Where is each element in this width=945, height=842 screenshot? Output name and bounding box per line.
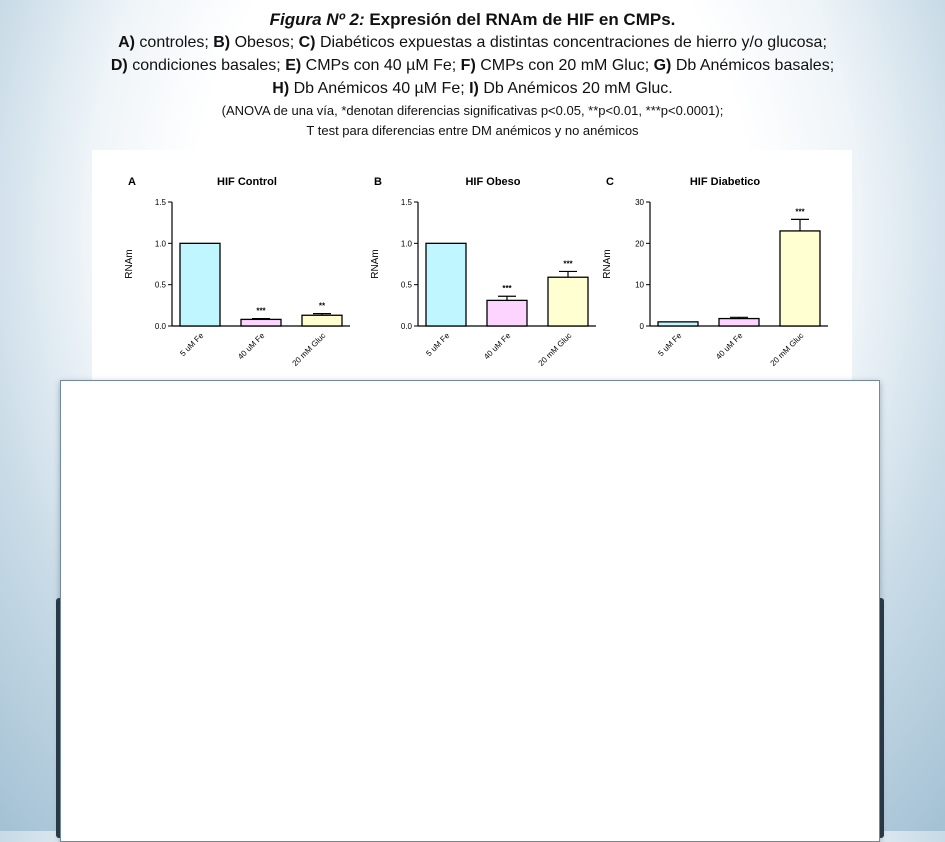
panel-a-letter: A [128,176,136,188]
caption-text-e: CMPs con 40 µM Fe; [301,57,461,74]
panel-c-ylabel: RNAm [602,249,613,279]
panel-c-significance-3: *** [795,207,805,217]
panel-c-xtick-label-2: 40 uM Fe [714,331,745,362]
figure-caption [0,8,945,140]
caption-text-c: Diabéticos expuestas a distintas concentraciones de hierro y/o glucosa; [315,34,827,51]
panel-c-xtick-label-1: 5 uM Fe [656,331,684,359]
caption-text-b: Obesos; [230,34,299,51]
caption-text-d: condiciones basales; [127,57,286,74]
caption-label-f: F) [460,57,476,74]
panel-a-xtick-label-2: 40 uM Fe [236,331,267,362]
caption-text-h: Db Anémicos 40 µM Fe; [289,80,470,97]
blank-overlay-panel [60,380,880,842]
panel-a-significance-2: *** [256,306,266,316]
panel-a-xtick-label-1: 5 uM Fe [178,331,206,359]
charts-svg [92,150,852,380]
caption-title-italic: Figura Nº 2: [269,10,365,29]
caption-text-i: Db Anémicos 20 mM Gluc. [478,80,673,97]
panel-b-bar-2 [487,300,527,326]
panel-b-ytick-label: 0.5 [400,280,412,290]
panel-b-title: HIF Obeso [465,176,521,188]
panel-b-letter: B [374,176,382,188]
caption-line-2 [0,31,945,54]
panel-b-xtick-label-1: 5 uM Fe [424,331,452,359]
caption-label-a: A) [118,34,135,51]
panel-c-xtick-label-3: 20 mM Gluc [768,331,806,368]
panel-a-bar-1 [180,243,220,326]
panel-c-ytick-label: 20 [635,239,644,249]
panel-c-ytick-label: 10 [635,280,644,290]
panel-a-significance-3: ** [318,301,326,311]
caption-line-4 [0,77,945,100]
caption-text-f: CMPs con 20 mM Gluc; [475,57,654,74]
caption-line-3 [0,54,945,77]
caption-note-1: (ANOVA de una vía, *denotan diferencias significativas p<0.05, **p<0.01, ***p<0.0001); [221,103,724,118]
caption-label-i: I) [469,80,479,97]
caption-note-2: T test para diferencias entre DM anémicos y no anémicos [306,123,639,138]
panel-b-ylabel: RNAm [370,249,381,279]
panel-c-ytick-label: 30 [635,198,644,207]
panel-b-significance-2: *** [502,284,512,294]
panel-b-bar-3 [548,277,588,326]
panel-b-xtick-label-3: 20 mM Gluc [536,331,574,368]
panel-a-ylabel: RNAm [124,249,135,279]
caption-text-g: Db Anémicos basales; [671,57,835,74]
panel-b-ytick-label: 1.0 [400,239,412,249]
panel-a-ytick-label: 0.0 [154,322,166,331]
panel-b-significance-3: *** [563,259,573,269]
caption-label-g: G) [653,57,672,74]
panel-c-bar-3 [780,231,820,326]
panel-b-ytick-label: 1.5 [400,198,412,207]
caption-title-rest: Expresión del RNAm de HIF en CMPs. [364,10,676,29]
panel-c-bar-2 [719,319,759,326]
panel-a-ytick-label: 0.5 [154,280,166,290]
panel-c-ytick-label: 0 [639,322,644,331]
caption-label-e: E) [285,57,302,74]
panel-b-bar-1 [426,243,466,326]
figure-panels [92,150,852,380]
caption-text-a: controles; [134,34,214,51]
panel-a-ytick-label: 1.5 [154,198,166,207]
panel-a-ytick-label: 1.0 [154,239,166,249]
caption-label-h: H) [272,80,290,97]
panel-a-bar-2 [241,319,281,326]
caption-title [0,8,945,31]
caption-label-d: D) [110,57,128,74]
panel-a-title: HIF Control [217,176,277,188]
caption-label-c: C) [298,34,316,51]
panel-b-xtick-label-2: 40 uM Fe [482,331,513,362]
panel-a-bar-3 [302,315,342,326]
panel-c-title: HIF Diabetico [689,176,761,188]
panel-c-letter: C [606,176,614,188]
panel-a-xtick-label-3: 20 mM Gluc [290,331,328,368]
panel-c-bar-1 [658,322,698,326]
caption-label-b: B) [213,34,231,51]
panel-b-ytick-label: 0.0 [400,322,412,331]
